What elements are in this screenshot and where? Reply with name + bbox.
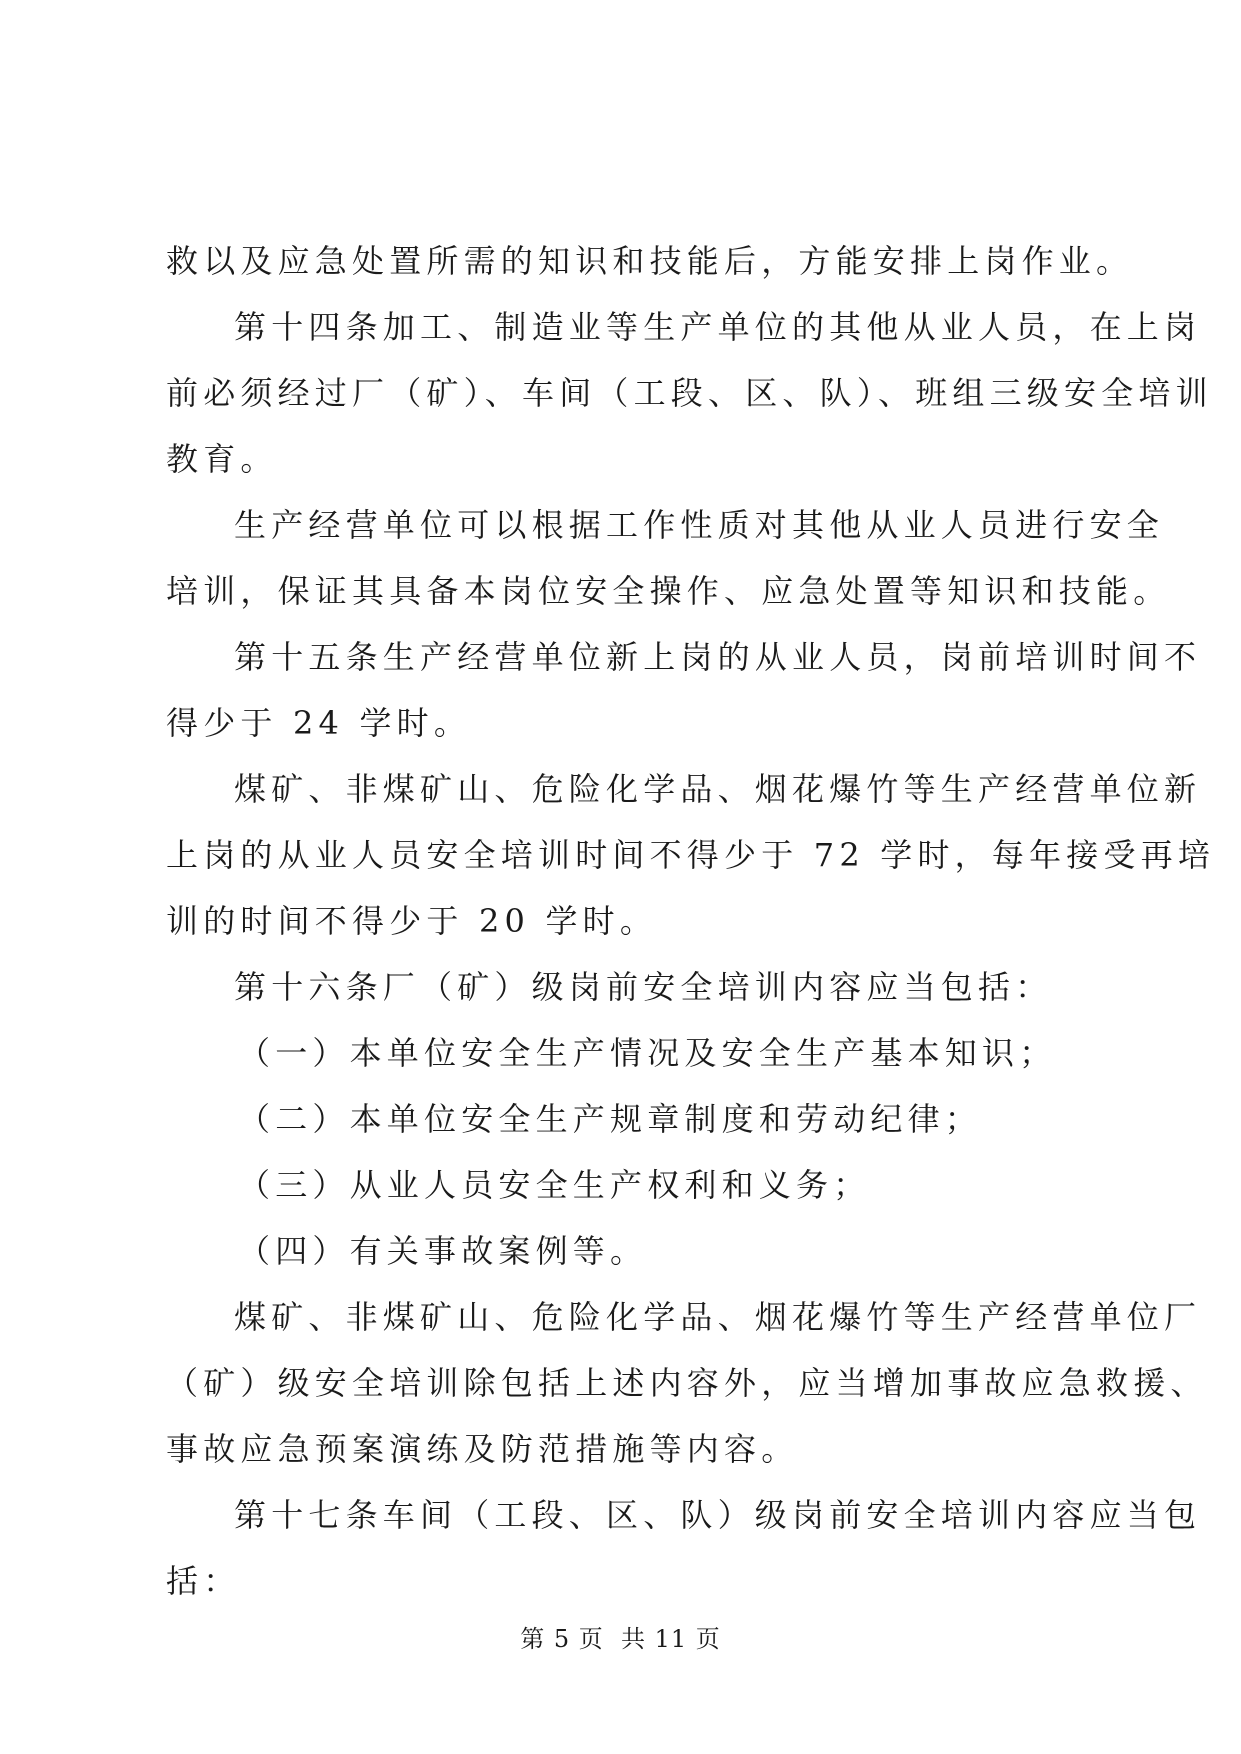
text-line: 第十五条生产经营单位新上岗的从业人员，岗前培训时间不: [234, 638, 1202, 676]
list-item: （二）本单位安全生产规章制度和劳动纪律；: [238, 1100, 983, 1138]
text-line: 上岗的从业人员安全培训时间不得少于 72 学时，每年接受再培: [166, 836, 1216, 874]
text-line: 第十四条加工、制造业等生产单位的其他从业人员，在上岗: [234, 308, 1202, 346]
text-line: 括：: [166, 1562, 241, 1600]
text-line: （矿）级安全培训除包括上述内容外，应当增加事故应急救援、: [166, 1364, 1208, 1402]
text-line: 煤矿、非煤矿山、危险化学品、烟花爆竹等生产经营单位新: [234, 770, 1202, 808]
text-line: 生产经营单位可以根据工作性质对其他从业人员进行安全: [234, 506, 1165, 544]
text-line: 煤矿、非煤矿山、危险化学品、烟花爆竹等生产经营单位厂: [234, 1298, 1202, 1336]
page-number: 第 5 页 共 11 页: [520, 1625, 721, 1653]
text-line: 第十七条车间（工段、区、队）级岗前安全培训内容应当包: [234, 1496, 1202, 1534]
text-line: 教育。: [166, 440, 278, 478]
document-body: [166, 228, 1216, 1614]
page-footer: [0, 1622, 1241, 1656]
text-line: 事故应急预案演练及防范措施等内容。: [166, 1430, 799, 1468]
text-line: 前必须经过厂（矿）、车间（工段、区、队）、班组三级安全培训: [166, 374, 1213, 412]
text-line: 培训，保证其具备本岗位安全操作、应急处置等知识和技能。: [166, 572, 1171, 610]
text-line: 训的时间不得少于 20 学时。: [166, 902, 658, 940]
list-item: （三）从业人员安全生产权利和义务；: [238, 1166, 871, 1204]
list-item: （一）本单位安全生产情况及安全生产基本知识；: [238, 1034, 1057, 1072]
text-line: 救以及应急处置所需的知识和技能后，方能安排上岗作业。: [166, 242, 1134, 280]
list-item: （四）有关事故案例等。: [238, 1232, 648, 1270]
text-line: 得少于 24 学时。: [166, 704, 472, 742]
text-line: 第十六条厂（矿）级岗前安全培训内容应当包括：: [234, 968, 1053, 1006]
